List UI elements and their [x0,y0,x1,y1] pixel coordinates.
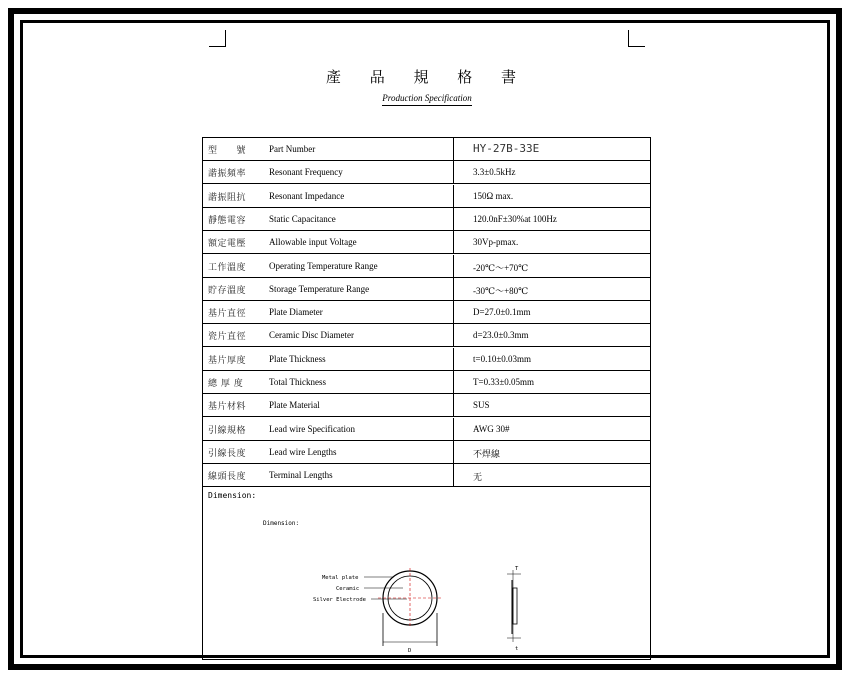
spec-value: 30Vp-pmax. [473,237,519,248]
spec-label-zh: 額定電壓 [208,239,247,250]
spec-label-en: Plate Diameter [269,307,323,318]
spec-value-cell [453,138,650,160]
spec-row [203,138,650,161]
label-d: D [408,648,412,654]
spec-label-en: Lead wire Specification [269,423,355,434]
spec-row [203,324,650,347]
spec-value: 150Ω max. [473,190,514,201]
spec-label-en: Lead wire Lengths [269,446,337,457]
spec-row [203,418,650,441]
spec-label-en: Ceramic Disc Diameter [269,330,354,341]
label-t-top: T [515,566,519,572]
spec-row [203,231,650,254]
spec-value-cell [453,161,650,183]
spec-value-cell [453,185,650,207]
label-metal-plate: Metal plate [322,575,359,581]
spec-row [203,301,650,324]
spec-label-zh: 基片材料 [208,402,247,413]
dimension-drawing [203,518,650,658]
spec-label-en: Part Number [269,144,316,154]
spec-value-cell [453,441,650,463]
document-subtitle [0,93,854,106]
spec-value: -30℃～+80℃ [473,285,529,296]
spec-label-en: Plate Thickness [269,353,326,364]
spec-value-cell [453,324,650,346]
spec-row [203,371,650,394]
spec-row [203,255,650,278]
spec-label-zh: 基片直徑 [208,309,247,320]
spec-label-en: Storage Temperature Range [269,283,370,294]
spec-label-zh: 引線長度 [208,448,247,459]
spec-label-zh: 諧振阻抗 [208,192,247,203]
spec-value: 120.0nF±30%at 100Hz [473,213,557,224]
spec-value-cell [453,278,650,300]
spec-value: 3.3±0.5kHz [473,167,516,178]
spec-label-en: Terminal Lengths [269,470,333,481]
spec-value: d=23.0±0.3mm [473,330,529,341]
spec-label-en: Static Capacitance [269,213,336,224]
spec-value-cell [453,348,650,370]
spec-label-en: Resonant Impedance [269,190,345,201]
label-ceramic: Ceramic [336,586,360,592]
spec-value: T=0.33±0.05mm [473,377,535,387]
spec-value-cell [453,418,650,440]
disc-front-view [364,568,443,646]
spec-value-cell [453,371,650,393]
spec-label-zh: 總 厚 度 [208,379,244,389]
side-ceramic [513,588,517,624]
spec-value: t=0.10±0.03mm [473,353,532,364]
spec-label-zh: 型 號 [208,146,247,156]
spec-value-cell [453,464,650,486]
spec-row [203,348,650,371]
spec-value-cell [453,208,650,230]
spec-row [203,208,650,231]
spec-row [203,394,650,417]
dimension-heading: Dimension: [208,491,257,500]
spec-value-cell [453,231,650,253]
crop-mark-right [628,30,645,47]
spec-value: -20℃～+70℃ [473,262,529,273]
spec-label-zh: 諧振頻率 [208,169,247,180]
spec-label-en: Allowable input Voltage [269,237,357,248]
spec-label-en: Resonant Frequency [269,167,343,178]
spec-value: SUS [473,400,490,411]
label-t-bottom: t [515,646,519,652]
spec-value-cell [453,394,650,416]
spec-value: 不焊線 [473,448,501,459]
label-silver-electrode: Silver Electrode [313,597,366,603]
dimension-subheading: Dimension: [263,520,300,527]
spec-value: HY-27B-33E [473,142,540,155]
spec-value-cell [453,301,650,323]
disc-side-view [507,570,521,642]
spec-label-zh: 基片厚度 [208,355,247,366]
spec-label-zh: 工作溫度 [208,262,247,273]
spec-row [203,464,650,487]
spec-value: AWG 30# [473,423,510,434]
subtitle-text: Production Specification [382,93,471,106]
spec-row [203,161,650,184]
spec-row [203,185,650,208]
spec-label-zh: 線頭長度 [208,472,247,483]
spec-label-zh: 瓷片直徑 [208,332,247,343]
spec-row [203,278,650,301]
spec-value: D=27.0±0.1mm [473,307,531,318]
spec-table [202,137,651,660]
spec-label-en: Plate Material [269,400,320,411]
spec-value: 无 [473,472,483,483]
crop-mark-left [209,30,226,47]
spec-label-en: Operating Temperature Range [269,260,378,271]
document-title: 產 品 規 格 書 [325,68,529,86]
spec-row [203,441,650,464]
spec-value-cell [453,255,650,277]
spec-label-en: Total Thickness [269,377,326,387]
spec-label-zh: 貯存溫度 [208,285,247,296]
spec-label-zh: 靜態電容 [208,215,247,226]
spec-label-zh: 引線規格 [208,425,247,436]
